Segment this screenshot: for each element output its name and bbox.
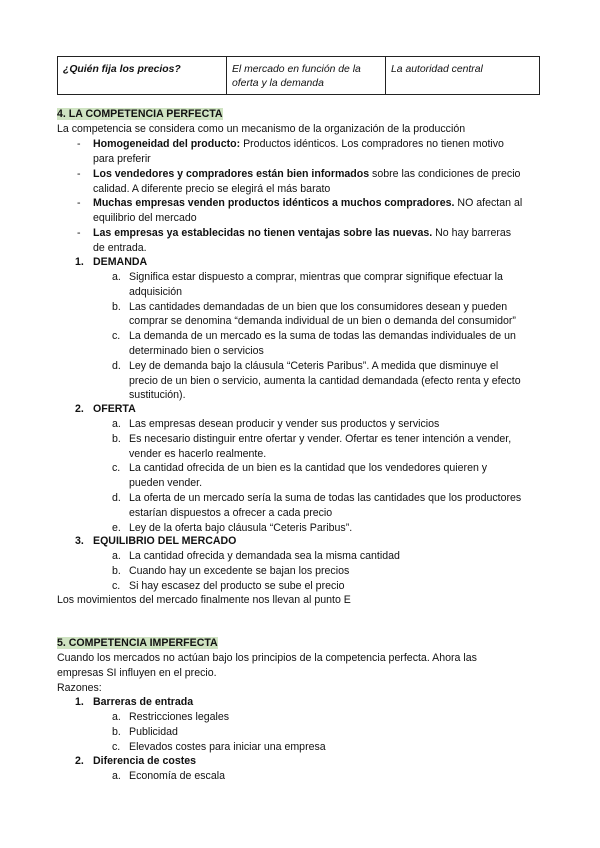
bullet-text: Productos idénticos. Los compradores no tienen motivo bbox=[240, 138, 504, 150]
list-item-letter bbox=[112, 329, 120, 343]
bullet-bold-text: Los vendedores y compradores están bien informados bbox=[93, 168, 370, 180]
list-item bbox=[129, 344, 264, 358]
intro-text: La competencia se considera como un mecanismo de la organización de la producción bbox=[57, 123, 466, 135]
list-number: 2. bbox=[75, 755, 84, 767]
bullet-marker bbox=[77, 226, 81, 240]
section-heading-text: 4. LA COMPETENCIA PERFECTA bbox=[57, 108, 223, 120]
list-number: 1. bbox=[75, 256, 84, 268]
equilibrio-heading bbox=[75, 534, 84, 548]
intro-text: Cuando los mercados no actúan bajo los principios de la competencia perfecta. Ahora las bbox=[57, 652, 477, 664]
list-letter: a. bbox=[112, 770, 121, 782]
list-item-text: La cantidad ofrecida de un bien es la cantidad que los vendedores quieren y bbox=[129, 462, 488, 475]
list-item bbox=[129, 374, 521, 388]
bullet-dash: - bbox=[77, 138, 81, 150]
list-item bbox=[129, 549, 400, 563]
list-item bbox=[129, 314, 516, 328]
barreras-heading bbox=[75, 695, 84, 709]
table-cell-market bbox=[227, 57, 386, 95]
list-item-text: vender es hacerlo realmente. bbox=[129, 447, 267, 460]
bullet-bold-text: Muchas empresas venden productos idénticos a muchos compradores. bbox=[93, 197, 455, 209]
list-letter: b. bbox=[112, 564, 121, 577]
list-item-letter bbox=[112, 432, 121, 446]
bullet-dash: - bbox=[77, 227, 81, 239]
list-item-text: La oferta de un mercado sería la suma de todas las cantidades que los productores bbox=[129, 492, 522, 504]
list-title: Barreras de entrada bbox=[93, 696, 194, 708]
list-letter: a. bbox=[112, 271, 121, 283]
list-item-text: Significa estar dispuesto a comprar, mientras que comprar signifique efectuar la bbox=[129, 271, 503, 283]
list-item bbox=[129, 300, 507, 314]
list-item-letter bbox=[112, 564, 121, 578]
list-item-letter bbox=[112, 725, 121, 739]
demanda-heading bbox=[75, 255, 84, 269]
costes-heading bbox=[75, 754, 84, 768]
bullet-continuation bbox=[93, 182, 330, 196]
list-item-text: La cantidad ofrecida y demandada sea la misma cantidad bbox=[129, 550, 400, 562]
section-heading-text: 5. COMPETENCIA IMPERFECTA bbox=[57, 637, 218, 649]
list-title: DEMANDA bbox=[93, 256, 148, 268]
bullet-text: No hay barreras bbox=[432, 227, 512, 239]
list-item-text: Si hay escasez del producto se sube el precio bbox=[129, 579, 345, 592]
list-letter: e. bbox=[112, 521, 121, 534]
list-item-text: Ley de la oferta bajo cláusula “Ceteris Paribus”. bbox=[129, 521, 353, 534]
list-letter: d. bbox=[112, 492, 121, 504]
bullet-text: equilibrio del mercado bbox=[93, 212, 197, 224]
list-item-letter bbox=[112, 359, 121, 373]
list-letter: a. bbox=[112, 418, 121, 430]
comparison-table bbox=[57, 56, 540, 95]
table-cell-authority: La autoridad central bbox=[386, 57, 540, 95]
bullet-marker bbox=[77, 167, 81, 181]
list-number: 2. bbox=[75, 403, 84, 415]
section-heading bbox=[57, 636, 218, 650]
bullet-bold-text: Las empresas ya establecidas no tienen ventajas sobre las nuevas. bbox=[93, 227, 433, 239]
list-item bbox=[129, 564, 349, 578]
list-letter: d. bbox=[112, 359, 121, 372]
table-cell-question: ¿Quién fija los precios? bbox=[58, 57, 227, 95]
oferta-heading-title bbox=[93, 402, 136, 416]
bullet-text: para preferir bbox=[93, 153, 151, 165]
list-item bbox=[129, 285, 182, 299]
bullet-item bbox=[93, 167, 520, 181]
bullet-text: calidad. A diferente precio se elegirá el más barato bbox=[93, 183, 331, 195]
list-item-letter bbox=[112, 461, 120, 475]
bullet-item bbox=[93, 196, 522, 210]
list-letter: c. bbox=[112, 740, 121, 753]
list-item bbox=[129, 769, 225, 783]
table-row bbox=[58, 57, 540, 95]
intro-text: empresas SI influyen en el precio. bbox=[57, 667, 217, 679]
bullet-continuation bbox=[93, 211, 197, 225]
section-heading bbox=[57, 107, 223, 121]
list-letter: b. bbox=[112, 725, 121, 738]
list-item bbox=[129, 447, 266, 461]
list-item-letter bbox=[112, 491, 121, 505]
list-item-letter bbox=[112, 740, 120, 754]
list-item-text: Elevados costes para iniciar una empresa bbox=[129, 740, 326, 753]
list-item-letter bbox=[112, 270, 121, 284]
list-item-text: Economía de escala bbox=[129, 770, 225, 782]
section-intro bbox=[57, 651, 477, 665]
list-letter: c. bbox=[112, 462, 121, 475]
list-item bbox=[129, 521, 352, 535]
list-item-text: pueden vender. bbox=[129, 477, 203, 490]
list-item-text: comprar se denomina “demanda individual de un bien o demanda del consumidor” bbox=[129, 315, 516, 328]
list-item bbox=[129, 579, 345, 593]
razones-label bbox=[57, 681, 102, 695]
bullet-item bbox=[93, 137, 504, 151]
list-item bbox=[129, 417, 439, 431]
list-letter: c. bbox=[112, 330, 121, 343]
table-cell-text: oferta y la demanda bbox=[232, 78, 324, 89]
list-item-letter bbox=[112, 300, 121, 314]
closing-text: Los movimientos del mercado finalmente nos llevan al punto E bbox=[57, 594, 351, 606]
list-title: EQUILIBRIO DEL MERCADO bbox=[93, 535, 237, 547]
list-item-letter bbox=[112, 710, 121, 724]
bullet-text: de entrada. bbox=[93, 242, 147, 254]
section-intro bbox=[57, 122, 465, 136]
list-item-text: determinado bien o servicios bbox=[129, 345, 264, 357]
costes-heading-title bbox=[93, 754, 196, 768]
list-item bbox=[129, 461, 487, 475]
list-item-text: Las empresas desean producir y vender sus productos y servicios bbox=[129, 418, 440, 430]
list-item bbox=[129, 506, 332, 520]
list-item-text: La demanda de un mercado es la suma de todas las demandas individuales de un bbox=[129, 330, 516, 343]
list-number: 3. bbox=[75, 535, 84, 547]
list-item bbox=[129, 710, 229, 724]
bullet-marker bbox=[77, 196, 81, 210]
section-intro bbox=[57, 666, 217, 680]
list-item-letter bbox=[112, 769, 121, 783]
list-item-text: Publicidad bbox=[129, 725, 178, 738]
list-item bbox=[129, 740, 326, 754]
list-title: OFERTA bbox=[93, 403, 136, 415]
list-item-text: Ley de demanda bajo la cláusula “Ceteris Paribus”. A medida que disminuye el bbox=[129, 359, 499, 372]
razones-text: Razones: bbox=[57, 682, 102, 694]
equilibrio-heading-title bbox=[93, 534, 236, 548]
list-item-text: Es necesario distinguir entre ofertar y vender. Ofertar es tener intención a vender, bbox=[129, 432, 512, 445]
list-letter: c. bbox=[112, 579, 121, 592]
list-item bbox=[129, 725, 178, 739]
list-item-letter bbox=[112, 521, 121, 535]
bullet-continuation bbox=[93, 241, 147, 255]
oferta-heading bbox=[75, 402, 84, 416]
list-item-text: Cuando hay un excedente se bajan los precios bbox=[129, 564, 350, 577]
demanda-heading-title bbox=[93, 255, 147, 269]
list-item bbox=[129, 491, 521, 505]
list-item-text: precio de un bien o servicio, aumenta la cantidad demandada (efecto renta y efecto bbox=[129, 374, 521, 387]
closing-paragraph bbox=[57, 593, 351, 607]
list-item-letter bbox=[112, 579, 120, 593]
bullet-item bbox=[93, 226, 511, 240]
list-item-letter bbox=[112, 549, 121, 563]
list-letter: a. bbox=[112, 550, 121, 562]
list-item-text: estarían dispuestos a ofrecer a cada precio bbox=[129, 506, 333, 519]
list-number: 1. bbox=[75, 696, 84, 708]
bullet-dash: - bbox=[77, 168, 81, 180]
bullet-text: NO afectan al bbox=[454, 197, 523, 209]
list-letter: b. bbox=[112, 432, 121, 445]
bullet-bold-text: Homogeneidad del producto: bbox=[93, 138, 241, 150]
list-letter: b. bbox=[112, 300, 121, 313]
list-item bbox=[129, 476, 202, 490]
barreras-heading-title bbox=[93, 695, 193, 709]
list-item bbox=[129, 329, 516, 343]
list-item bbox=[129, 432, 511, 446]
list-item bbox=[129, 270, 503, 284]
list-item-text: sustitución). bbox=[129, 389, 186, 402]
bullet-text: sobre las condiciones de precio bbox=[369, 168, 521, 180]
list-item-letter bbox=[112, 417, 121, 431]
bullet-marker bbox=[77, 137, 81, 151]
list-item-text: Restricciones legales bbox=[129, 711, 230, 723]
list-item bbox=[129, 388, 186, 402]
list-item-text: Las cantidades demandadas de un bien que los consumidores desean y pueden bbox=[129, 300, 508, 313]
list-letter: a. bbox=[112, 711, 121, 723]
bullet-continuation bbox=[93, 152, 151, 166]
list-item bbox=[129, 359, 498, 373]
table-cell-text: El mercado en función de la bbox=[232, 64, 361, 75]
list-item-text: adquisición bbox=[129, 285, 183, 298]
bullet-dash: - bbox=[77, 197, 81, 209]
list-title: Diferencia de costes bbox=[93, 755, 197, 767]
